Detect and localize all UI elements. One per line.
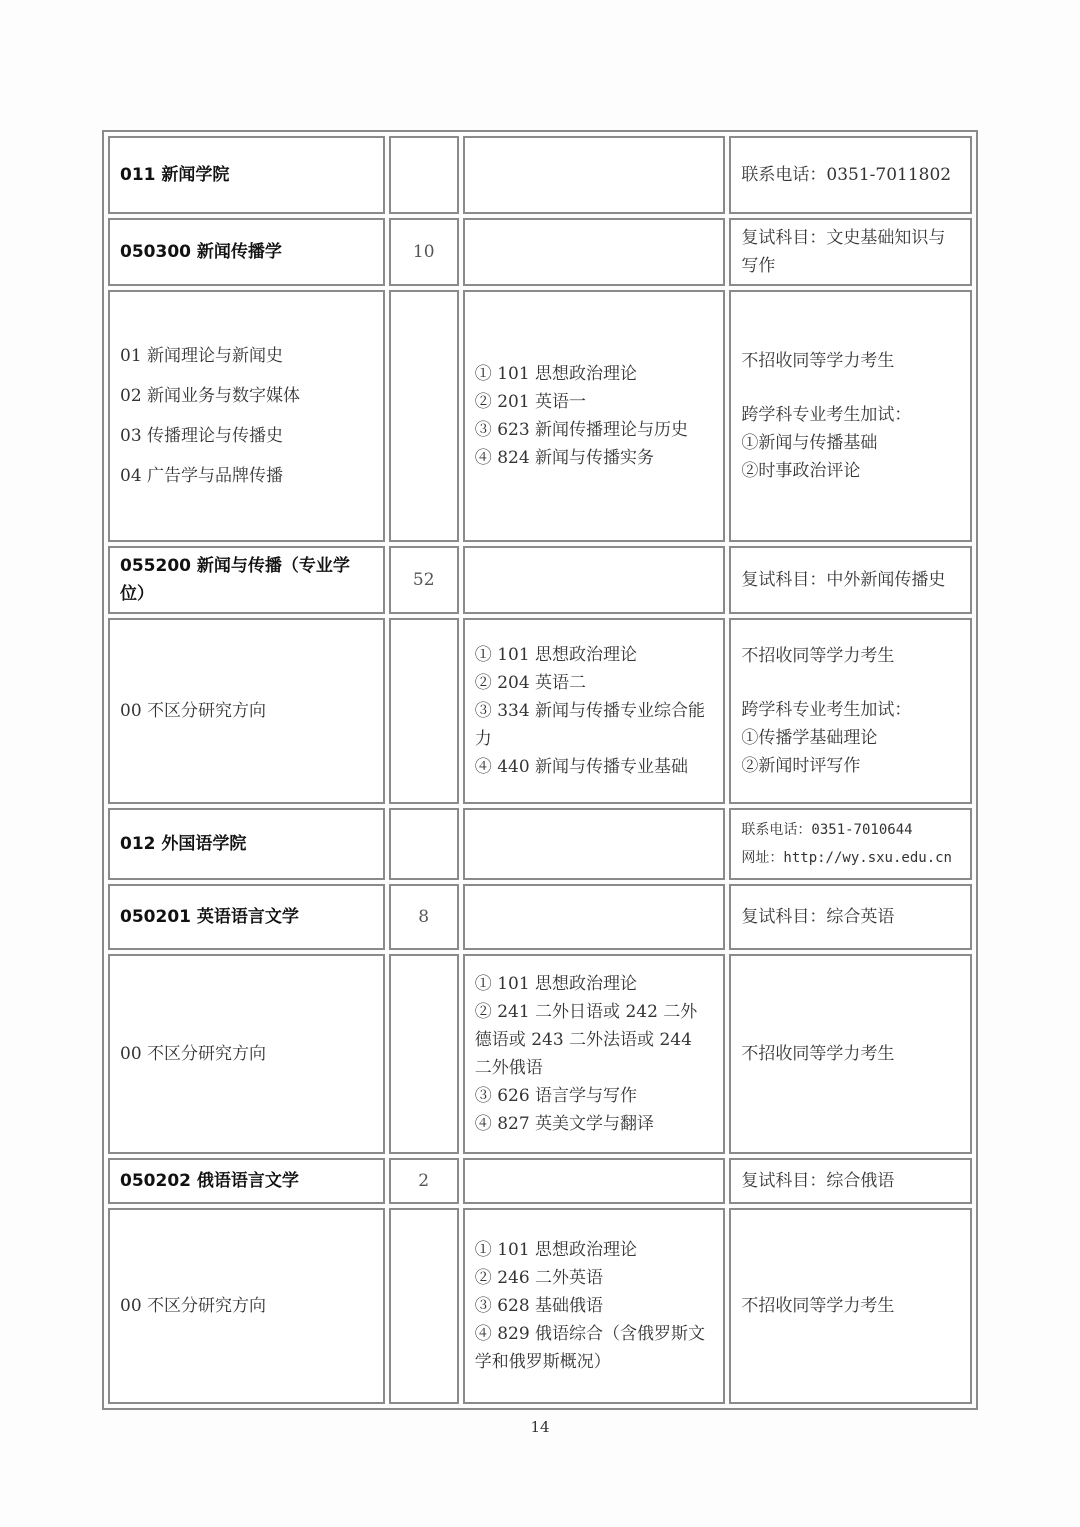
- note-line: ②时事政治评论: [741, 461, 861, 481]
- page-number: 14: [530, 1418, 550, 1436]
- exam-subjects-cell: [463, 290, 726, 542]
- quota-cell: [389, 954, 459, 1154]
- quota-cell: 10: [389, 218, 459, 286]
- exam-subject: ① 101 思想政治理论: [474, 364, 638, 384]
- quota-cell: 8: [389, 884, 459, 950]
- research-directions-cell: 00 不区分研究方向: [108, 618, 385, 804]
- retest-subjects: 复试科目：文史基础知识与写作: [729, 218, 972, 286]
- contact-phone: 联系电话：0351-7010644: [741, 822, 913, 838]
- quota-cell: [389, 1208, 459, 1404]
- table-row-directions: [108, 1208, 972, 1404]
- exam-subjects-cell: [463, 136, 726, 214]
- note-spacer: [741, 670, 960, 696]
- exam-subject: ③ 623 新闻传播理论与历史: [474, 420, 689, 440]
- exam-subject: ③ 334 新闻与传播专业综合能力: [474, 701, 706, 749]
- notes-cell: 不招收同等学力考生: [729, 1208, 972, 1404]
- exam-subject: ① 101 思想政治理论: [474, 1240, 638, 1260]
- quota-cell: 2: [389, 1158, 459, 1204]
- exam-subject: ② 201 英语一: [474, 392, 587, 412]
- note-line: 不招收同等学力考生: [741, 646, 895, 666]
- exam-subject: ④ 829 俄语综合（含俄罗斯文学和俄罗斯概况）: [474, 1324, 706, 1372]
- quota-cell: [389, 290, 459, 542]
- contact-phone: 联系电话：0351-7011802: [729, 136, 972, 214]
- major-name: 050202 俄语语言文学: [108, 1158, 385, 1204]
- exam-subjects-cell: [463, 884, 726, 950]
- retest-subjects: 复试科目：中外新闻传播史: [729, 546, 972, 614]
- major-name: 050300 新闻传播学: [108, 218, 385, 286]
- research-direction: 03 传播理论与传播史: [120, 426, 284, 446]
- exam-subjects-cell: [463, 546, 726, 614]
- table-row-major-050300: [108, 218, 972, 286]
- table-row-major-050202: [108, 1158, 972, 1204]
- exam-subject: ④ 440 新闻与传播专业基础: [474, 757, 689, 777]
- notes-cell: 不招收同等学力考生: [729, 954, 972, 1154]
- department-name: 012 外国语学院: [108, 808, 385, 880]
- table-row-major-055200: [108, 546, 972, 614]
- notes-cell: [729, 618, 972, 804]
- research-direction: 02 新闻业务与数字媒体: [120, 386, 301, 406]
- table-row-department-011: [108, 136, 972, 214]
- exam-subject: ③ 628 基础俄语: [474, 1296, 604, 1316]
- research-direction: 04 广告学与品牌传播: [120, 466, 284, 486]
- exam-subject: ④ 827 英美文学与翻译: [474, 1114, 655, 1134]
- quota-cell: [389, 808, 459, 880]
- quota-cell: [389, 618, 459, 804]
- research-direction: 01 新闻理论与新闻史: [120, 346, 284, 366]
- exam-subject: ② 241 二外日语或 242 二外德语或 243 二外法语或 244 二外俄语: [474, 1002, 698, 1078]
- contact-info-cell: [729, 808, 972, 880]
- major-name: 055200 新闻与传播（专业学位）: [108, 546, 385, 614]
- retest-subjects: 复试科目：综合英语: [729, 884, 972, 950]
- exam-subjects-cell: [463, 808, 726, 880]
- note-line: ①传播学基础理论: [741, 728, 878, 748]
- website-link[interactable]: 网址：http://wy.sxu.edu.cn: [741, 850, 952, 866]
- major-name: 050201 英语语言文学: [108, 884, 385, 950]
- exam-subject: ① 101 思想政治理论: [474, 645, 638, 665]
- exam-subjects-cell: [463, 1208, 726, 1404]
- exam-subject: ④ 824 新闻与传播实务: [474, 448, 655, 468]
- retest-subjects: 复试科目：综合俄语: [729, 1158, 972, 1204]
- table-row-directions: [108, 618, 972, 804]
- note-spacer: [741, 375, 960, 401]
- table-row-directions: [108, 290, 972, 542]
- note-line: ②新闻时评写作: [741, 756, 861, 776]
- exam-subject: ② 204 英语二: [474, 673, 587, 693]
- table-row-major-050201: [108, 884, 972, 950]
- exam-subjects-cell: [463, 954, 726, 1154]
- exam-subject: ② 246 二外英语: [474, 1268, 604, 1288]
- quota-cell: [389, 136, 459, 214]
- exam-subjects-cell: [463, 618, 726, 804]
- research-directions-cell: 00 不区分研究方向: [108, 1208, 385, 1404]
- exam-subject: ③ 626 语言学与写作: [474, 1086, 638, 1106]
- exam-subjects-cell: [463, 1158, 726, 1204]
- note-line: 不招收同等学力考生: [741, 351, 895, 371]
- research-directions-cell: [108, 290, 385, 542]
- exam-subjects-cell: [463, 218, 726, 286]
- note-line: 跨学科专业考生加试：: [741, 405, 912, 425]
- table-row-department-012: [108, 808, 972, 880]
- department-name: 011 新闻学院: [108, 136, 385, 214]
- exam-subject: ① 101 思想政治理论: [474, 974, 638, 994]
- admissions-table: [102, 130, 978, 1410]
- quota-cell: 52: [389, 546, 459, 614]
- note-line: 跨学科专业考生加试：: [741, 700, 912, 720]
- research-directions-cell: 00 不区分研究方向: [108, 954, 385, 1154]
- notes-cell: [729, 290, 972, 542]
- table-row-directions: [108, 954, 972, 1154]
- note-line: ①新闻与传播基础: [741, 433, 878, 453]
